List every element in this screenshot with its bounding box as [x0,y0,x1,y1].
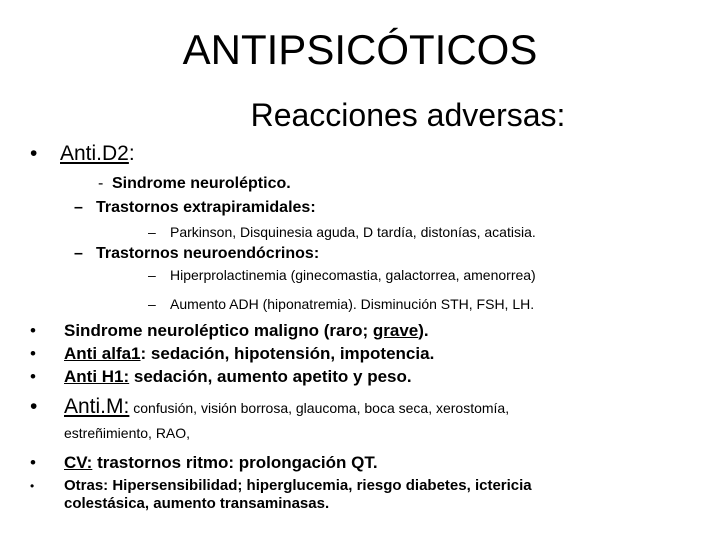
h1-text: sedación, aumento apetito y peso. [129,367,412,386]
bullet-alfa1 [30,343,434,365]
slide-title: ANTIPSICÓTICOS [182,26,538,73]
snm-end: ). [418,321,429,340]
alfa1-text: : sedación, hipotensión, impotencia. [140,344,435,363]
bullet-cv [30,452,378,474]
subtitle-text: Reacciones adversas: [250,97,566,133]
antid2-sub3-detail1 [148,266,536,284]
antid2-sub3-text: Trastornos neuroendócrinos: [96,245,320,262]
antid2-sub2-detail-text: Parkinson, Disquinesia aguda, D tardía, distonías, acatisia. [170,224,536,240]
antid2-sub3-detail1-text: Hiperprolactinemia (ginecomastia, galactorrea, amenorrea) [170,267,536,283]
snm-text: Sindrome neuroléptico maligno (raro; [64,321,373,340]
antid2-sub3-detail2-text: Aumento ADH (hiponatremia). Disminución STH, FSH, LH. [170,296,535,312]
bullet-h1 [30,366,412,388]
snm-emph: grave [372,321,419,340]
antid2-sub1-text: Sindrome neuroléptico. [112,175,291,192]
bullet-glyph: • [30,367,36,386]
bullet-antim [30,393,509,423]
antid2-colon: : [128,142,135,165]
antid2-sub2 [74,198,316,218]
slide-subtitle [0,95,720,135]
h1-term: Anti H1: [64,367,130,386]
otras-line2: colestásica, aumento transaminasas. [64,495,330,512]
hyphen-glyph: - [98,175,104,192]
bullet-glyph: • [30,321,36,340]
bullet-glyph: • [30,453,36,472]
bullet-otras [30,477,532,495]
dash-glyph: – [74,199,83,216]
bullet-glyph: • [30,395,38,418]
bullet-antid2 [30,140,135,168]
dash-glyph: – [148,267,156,283]
bullet-glyph: • [30,344,36,363]
antid2-sub3-detail2 [148,295,534,313]
dash-glyph: – [148,296,156,312]
otras-line1: Otras: Hipersensibilidad; hiperglucemia, riesgo diabetes, ictericia [64,477,532,494]
bullet-glyph: • [30,479,35,493]
antim-text: confusión, visión borrosa, glaucoma, boca seca, xerostomía, [129,400,510,416]
antid2-sub2-detail [148,223,536,241]
antim-term: Anti.M: [64,395,130,418]
dash-glyph: – [74,245,83,262]
bullet-glyph: • [30,142,38,165]
dash-glyph: – [148,224,156,240]
antid2-sub1 [98,174,291,194]
cv-text: trastornos ritmo: prolongación QT. [92,453,378,472]
antid2-term: Anti.D2 [60,142,129,165]
cv-term: CV: [64,453,93,472]
antim-text-line2: estreñimiento, RAO, [64,425,191,441]
bullet-snm [30,320,429,342]
alfa1-term: Anti alfa1 [64,344,141,363]
antid2-sub3 [74,244,319,264]
antid2-sub2-text: Trastornos extrapiramidales: [96,199,316,216]
